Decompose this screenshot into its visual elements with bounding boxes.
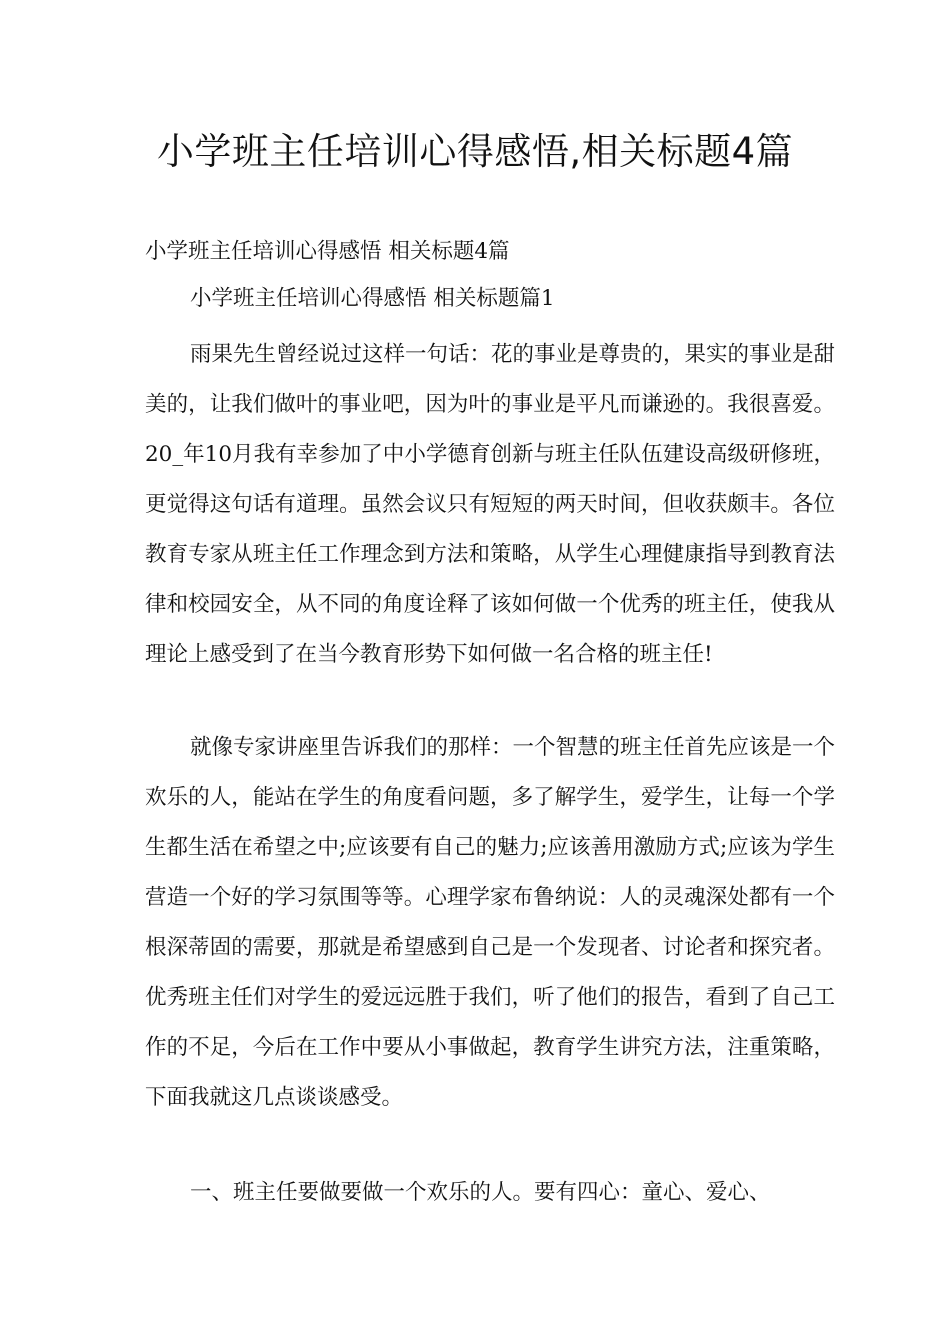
paragraph-3: 一、班主任要做要做一个欢乐的人。要有四心：童心、爱心、: [190, 1180, 771, 1205]
section-heading: 小学班主任培训心得感悟 相关标题篇1: [190, 286, 555, 311]
paragraph-1: 雨果先生曾经说过这样一句话：花的事业是尊贵的，果实的事业是甜美的，让我们做叶的事业吧，因为叶的事业是平凡而谦逊的。我很喜爱。20_年10月我有幸参加了中小学德育创新与班主任队伍建设高级研修班，更觉得这句话有道理。虽然会议只有短短的两天时间，但收获颇丰。各位教育专家从班主任工作理念到方法和策略，从学生心理健康指导到教育法律和校园安全，从不同的角度诠释了该如何做一个优秀的班主任，使我从理论上感受到了在当今教育形势下如何做一名合格的班主任!: [145, 342, 836, 667]
document-title: 小学班主任培训心得感悟,相关标题4篇: [156, 130, 794, 173]
paragraph-2: 就像专家讲座里告诉我们的那样：一个智慧的班主任首先应该是一个欢乐的人，能站在学生的角度看问题，多了解学生，爱学生，让每一个学生都生活在希望之中;应该要有自己的魅力;应该善用激励方式;应该为学生营造一个好的学习氛围等等。心理学家布鲁纳说：人的灵魂深处都有一个根深蒂固的需要，那就是希望感到自己是一个发现者、讨论者和探究者。优秀班主任们对学生的爱远远胜于我们，听了他们的报告，看到了自己工作的不足，今后在工作中要从小事做起，教育学生讲究方法，注重策略，下面我就这几点谈谈感受。: [145, 735, 836, 1110]
document-subtitle: 小学班主任培训心得感悟 相关标题4篇: [145, 239, 510, 264]
